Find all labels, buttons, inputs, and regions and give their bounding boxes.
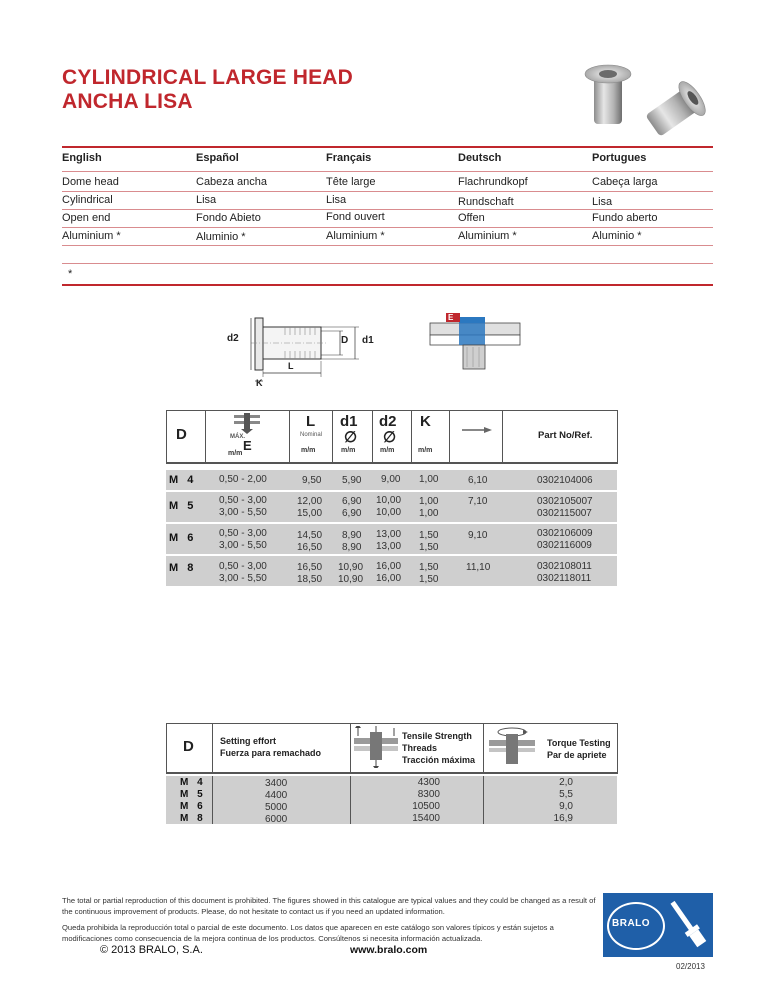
spec-grip: 0,50 - 3,00 (219, 561, 267, 572)
spec-unit-L: m/m (301, 447, 316, 454)
spec-L: 9,50 (302, 475, 322, 486)
spec-d2: 10,00 (376, 507, 402, 518)
rule (350, 724, 351, 772)
spec-K: 1,50 (419, 530, 439, 541)
spec-K: 1,00 (419, 508, 439, 519)
torque-test-icon (487, 726, 537, 768)
diameter-icon: ∅ (383, 429, 397, 446)
lang-cell: Tête large (326, 176, 376, 188)
rule (62, 209, 713, 210)
footer-disclaimer-es: Queda prohibida la reproducción total o parcial de este documento. Los datos que aparecen en este catálogo son valores típicos y están sujetos a modificaciones como consecuencia de la mejora continua de los productos. Consúltenos si necesita información actualizada. (62, 923, 554, 943)
effort-torque: 2,0 (559, 777, 573, 788)
effort-size: M 6 (180, 801, 206, 812)
page-title (62, 66, 353, 114)
bralo-logo-text: BRALO (612, 918, 651, 929)
rule (332, 411, 333, 462)
lang-cell: Fondo Abieto (196, 212, 261, 224)
lang-cell: Aluminium * (458, 230, 517, 242)
rule (372, 411, 373, 462)
lang-cell: Cabeça larga (592, 176, 658, 188)
spec-d1: 6,90 (342, 508, 362, 519)
lang-cell: Fond ouvert (326, 211, 385, 223)
spec-d1: 10,90 (338, 562, 364, 573)
footer-website[interactable]: www.bralo.com (350, 944, 428, 956)
rivet-nut-photo (580, 60, 715, 145)
spec-header-L: L (306, 413, 316, 430)
spec-ref: 0302115007 (537, 508, 592, 519)
spec-L: 16,50 (297, 542, 323, 553)
lang-cell: Aluminium * (62, 230, 121, 242)
spec-header-d1: d1 (340, 413, 358, 430)
spec-drill: 11,10 (466, 562, 491, 573)
effort-header-setting-1: Setting effort (220, 736, 276, 746)
spec-K: 1,00 (419, 496, 439, 507)
rule (62, 245, 713, 246)
diameter-icon: ∅ (344, 429, 358, 446)
rule (205, 411, 206, 462)
effort-torque: 9,0 (559, 801, 573, 812)
lang-cell: Dome head (62, 176, 119, 188)
bralo-logo (603, 893, 665, 957)
lang-table-bottom-rule (62, 284, 713, 286)
lang-header-spanish: Español (196, 152, 239, 164)
rule (411, 411, 412, 462)
lang-cell: Offen (458, 212, 485, 224)
lang-header-portuguese: Portugues (592, 152, 647, 164)
spec-d1: 5,90 (342, 475, 362, 486)
spec-unit-K: m/m (418, 447, 433, 454)
lang-cell: Aluminio * (196, 231, 246, 243)
lang-cell: Rundschaft (458, 196, 514, 208)
lang-cell: Aluminio * (592, 230, 642, 242)
effort-header-tensile-1: Tensile Strength (402, 731, 472, 741)
label-L: L (288, 361, 294, 371)
spec-ref: 0302116009 (537, 540, 592, 551)
effort-torque: 5,5 (559, 789, 573, 800)
spec-d2: 16,00 (376, 561, 402, 572)
spec-K: 1,50 (419, 542, 439, 553)
lang-header-french: Français (326, 152, 372, 164)
spec-d2: 16,00 (376, 573, 402, 584)
spec-d1: 8,90 (342, 530, 362, 541)
spec-d1: 10,90 (338, 574, 364, 585)
effort-size: M 5 (180, 789, 206, 800)
lang-cell: Cabeza ancha (196, 176, 267, 188)
label-D: D (341, 335, 349, 346)
rule (289, 411, 290, 462)
spec-d1: 6,90 (342, 496, 362, 507)
spec-header-K: K (420, 413, 431, 430)
spec-K: 1,50 (419, 574, 439, 585)
label-d2: d2 (227, 333, 239, 344)
spec-ref: 0302118011 (537, 573, 592, 584)
effort-header-tensile-2: Threads (402, 743, 438, 753)
effort-torque: 16,9 (553, 813, 573, 824)
lang-note: * (68, 268, 73, 280)
spec-ref: 0302106009 (537, 528, 593, 539)
spec-K: 1,50 (419, 562, 439, 573)
effort-header-torque-2: Par de apriete (547, 750, 607, 760)
effort-header-torque-1: Torque Testing (547, 738, 611, 748)
spec-grip: 3,00 - 5,50 (219, 507, 267, 518)
spec-ref: 0302105007 (537, 496, 593, 507)
effort-setting: 3400 (265, 778, 288, 789)
spec-grip: 0,50 - 3,00 (219, 528, 267, 539)
effort-tensile: 15400 (412, 813, 440, 824)
lang-header-german: Deutsch (458, 152, 502, 164)
spec-K: 1,00 (419, 474, 439, 485)
lang-cell: Fundo aberto (592, 212, 658, 224)
effort-setting: 6000 (265, 814, 288, 825)
spec-L: 15,00 (297, 508, 323, 519)
spec-header-ref: Part No/Ref. (538, 430, 593, 441)
spec-drill: 6,10 (468, 475, 488, 486)
lang-cell: Lisa (196, 194, 217, 206)
rule (502, 411, 503, 462)
lang-cell: Open end (62, 212, 111, 224)
spec-d1: 8,90 (342, 542, 362, 553)
rule (212, 776, 213, 824)
spec-drill: 9,10 (468, 530, 488, 541)
lang-cell: Lisa (592, 196, 613, 208)
spec-size: M 4 (169, 474, 197, 486)
lang-table-top-rule (62, 146, 713, 148)
rule (62, 227, 713, 228)
spec-L: 16,50 (297, 562, 323, 573)
effort-size: M 8 (180, 813, 206, 824)
spec-unit-d2: m/m (380, 447, 395, 454)
effort-tensile-column (350, 777, 440, 824)
footer-copyright: © 2013 BRALO, S.A. (100, 944, 203, 956)
label-E: E (448, 313, 454, 322)
spec-ref: 0302108011 (537, 561, 592, 572)
footer-date: 02/2013 (676, 962, 705, 971)
effort-setting: 5000 (265, 802, 288, 813)
drill-bit-icon (462, 426, 492, 434)
rule (62, 263, 713, 264)
effort-header-D: D (183, 738, 194, 755)
effort-setting: 4400 (265, 790, 288, 801)
effort-tensile: 4300 (417, 777, 440, 788)
footer-disclaimer-en: The total or partial reproduction of this document is prohibited. The figures showed in this catalogue are typical values and they could be changed as a result of the continuous improvement of products. Please, do not hesitate to contact us if you need an updated information. (62, 896, 596, 916)
lang-header-english: English (62, 152, 102, 164)
lang-cell: Cylindrical (62, 194, 113, 206)
rule (449, 411, 450, 462)
lang-cell: Aluminium * (326, 230, 385, 242)
spec-grip: 0,50 - 3,00 (219, 495, 267, 506)
spec-d2: 13,00 (376, 541, 402, 552)
effort-header-tensile-3: Tracción máxima (402, 755, 476, 765)
spec-header-max: MÁX. (230, 434, 245, 440)
spec-d2: 9,00 (381, 474, 401, 485)
spec-grip: 3,00 - 5,50 (219, 573, 267, 584)
spec-header-nominal: Nominal (300, 432, 323, 438)
effort-torque-column (483, 777, 573, 824)
tensile-test-icon (352, 726, 402, 768)
spec-unit-E: m/m (228, 450, 243, 457)
spec-header-d2: d2 (379, 413, 397, 430)
rivet-logo-icon (665, 893, 713, 957)
spec-size: M 8 (169, 562, 197, 574)
spec-header-D: D (176, 426, 187, 443)
effort-size: M 4 (180, 777, 206, 788)
effort-tensile: 8300 (417, 789, 440, 800)
title-line-1: CYLINDRICAL LARGE HEAD (62, 66, 354, 89)
title-line-2: ANCHA LISA (62, 90, 193, 113)
lang-cell: Flachrundkopf (458, 176, 528, 188)
spec-d2: 13,00 (376, 529, 402, 540)
spec-grip: 0,50 - 2,00 (219, 474, 267, 485)
spec-L: 14,50 (297, 530, 323, 541)
rule (62, 171, 713, 172)
label-K: K (256, 378, 263, 388)
spec-grip: 3,00 - 5,50 (219, 540, 267, 551)
rule (212, 724, 213, 772)
spec-ref: 0302104006 (537, 475, 593, 486)
rule (483, 724, 484, 772)
spec-unit-d1: m/m (341, 447, 356, 454)
spec-L: 12,00 (297, 496, 323, 507)
lang-cell: Lisa (326, 194, 347, 206)
effort-header-setting-2: Fuerza para remachado (220, 748, 322, 758)
effort-tensile: 10500 (412, 801, 440, 812)
grip-icon (226, 413, 266, 435)
spec-size: M 5 (169, 500, 197, 512)
spec-header-E: E (243, 438, 252, 453)
label-d1: d1 (362, 335, 374, 346)
rule (62, 191, 713, 192)
spec-size: M 6 (169, 532, 197, 544)
spec-L: 18,50 (297, 574, 323, 585)
spec-d2: 10,00 (376, 495, 402, 506)
spec-drill: 7,10 (468, 496, 488, 507)
